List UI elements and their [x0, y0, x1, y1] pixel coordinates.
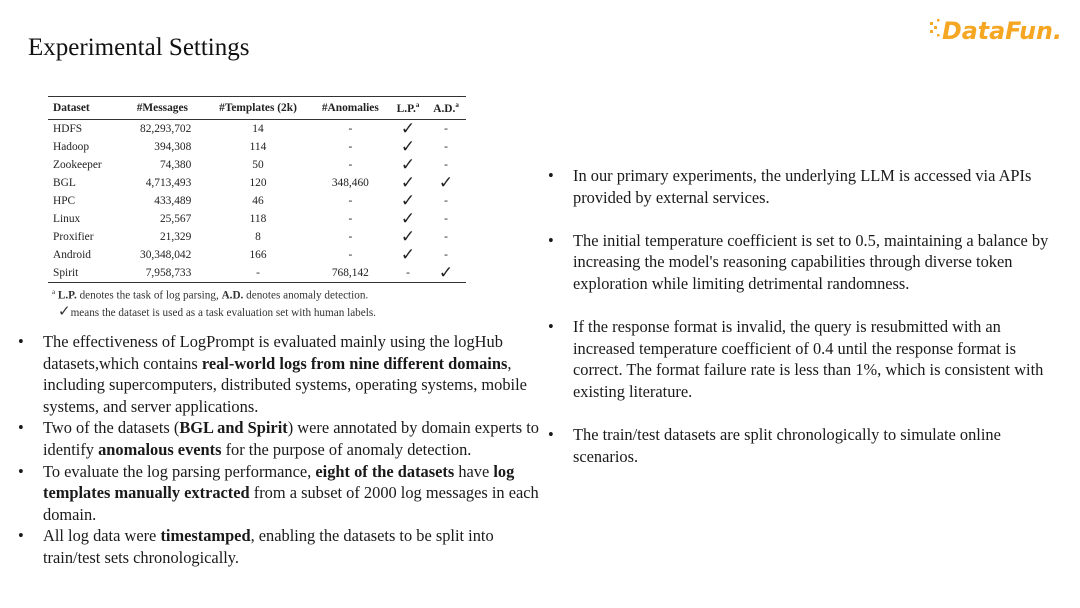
cell-anomalies: - — [348, 122, 353, 135]
cell-dataset: Zookeeper — [53, 158, 102, 171]
cell-anomaly-detection-checkmark-icon: ✓ — [438, 262, 454, 282]
cell-templates: 14 — [252, 122, 264, 135]
cell-messages: 82,293,702 — [140, 122, 192, 135]
cell-anomalies: 768,142 — [331, 266, 369, 279]
cell-log-parsing-checkmark-icon: ✓ — [400, 208, 416, 228]
table-footnotes — [48, 284, 466, 321]
cell-log-parsing-checkmark-icon: ✓ — [400, 154, 416, 174]
cell-log-parsing-checkmark-icon: ✓ — [400, 244, 416, 264]
cell-anomalies: - — [348, 212, 353, 225]
header-anomalies: #Anomalies — [321, 101, 379, 114]
bullet-text: from a subset of 2000 log messages in each domain. — [43, 483, 539, 524]
cell-templates: 50 — [252, 158, 264, 171]
cell-templates: 8 — [255, 230, 261, 243]
cell-log-parsing-checkmark-icon: ✓ — [400, 190, 416, 210]
list-item — [548, 165, 1063, 208]
cell-anomaly-detection: - — [444, 212, 448, 225]
table-row — [48, 138, 466, 156]
cell-messages: 21,329 — [159, 230, 192, 243]
cell-anomalies: 348,460 — [331, 176, 369, 189]
bullet-text: ) were annotated by domain experts to identify — [43, 418, 539, 459]
emphasis-text: real-world logs from nine different domains — [201, 353, 508, 373]
cell-templates: 120 — [249, 176, 267, 189]
table-body — [48, 119, 466, 282]
bullet-text: have — [454, 461, 494, 481]
bullet-text: All log data were — [43, 526, 161, 546]
emphasis-text: eight of the datasets — [315, 461, 455, 481]
logo-wordmark: DataFun. — [942, 17, 1062, 45]
cell-log-parsing-checkmark-icon: ✓ — [400, 118, 416, 138]
cell-messages: 25,567 — [159, 212, 192, 225]
cell-messages: 74,380 — [159, 158, 192, 171]
cell-anomaly-detection-checkmark-icon: ✓ — [438, 172, 454, 192]
bullet-text: The train/test datasets are split chronologically to simulate online scenarios. — [573, 425, 1001, 466]
cell-dataset: Proxifier — [53, 230, 94, 243]
cell-log-parsing-checkmark-icon: ✓ — [400, 172, 416, 192]
cell-anomalies: - — [348, 230, 353, 243]
cell-dataset: BGL — [53, 176, 76, 189]
header-footnote-mark: a — [455, 101, 459, 109]
cell-dataset: Android — [53, 248, 91, 261]
list-item — [18, 461, 548, 526]
cell-messages: 7,958,733 — [145, 266, 192, 279]
cell-messages: 433,489 — [154, 194, 192, 207]
cell-templates: - — [256, 266, 260, 279]
bullet-text: The initial temperature coefficient is set to 0.5, maintaining a balance by increasing the model's reasoning capabilities through diverse token exploration while limiting detrimental randomness. — [573, 230, 1049, 293]
list-item — [18, 331, 548, 417]
cell-dataset: Hadoop — [53, 140, 90, 153]
cell-templates: 114 — [249, 140, 267, 153]
list-item — [548, 316, 1063, 402]
left-bullet-list — [18, 331, 548, 569]
slide-title: Experimental Settings — [28, 34, 250, 61]
bullet-text: If the response format is invalid, the query is resubmitted with an increased temperature coefficient of 0.4 until the response format is correct. The format failure rate is less than 1%, which is consistent with existing literature. — [573, 317, 1044, 401]
cell-templates: 46 — [252, 194, 264, 207]
bullet-icon: • — [548, 317, 554, 337]
bullet-icon: • — [548, 230, 554, 250]
bullet-text: Two of the datasets ( — [43, 418, 180, 438]
emphasis-text: timestamped — [160, 526, 251, 546]
table-row — [48, 119, 466, 138]
bullet-icon: • — [18, 461, 24, 481]
cell-dataset: Linux — [53, 212, 81, 225]
dataset-table — [48, 96, 466, 283]
header-dataset: Dataset — [53, 101, 90, 114]
header-log-parsing: L.P.$^a$ — [396, 101, 420, 115]
cell-log-parsing: - — [406, 266, 410, 279]
table-row — [48, 264, 466, 283]
cell-anomaly-detection: - — [444, 248, 448, 261]
bullet-text: , enabling the datasets to be split into train/test sets chronologically. — [43, 526, 494, 567]
table-row — [48, 210, 466, 228]
table-row — [48, 228, 466, 246]
emphasis-text: BGL and Spirit — [179, 418, 288, 438]
right-bullet-list — [548, 165, 1063, 489]
header-templates: #Templates (2k) — [219, 101, 297, 114]
bullet-text: In our primary experiments, the underlying LLM is accessed via APIs provided by external services. — [573, 166, 1032, 207]
table-row — [48, 174, 466, 192]
cell-messages: 30,348,042 — [140, 248, 192, 261]
bullet-text: for the purpose of anomaly detection. — [221, 439, 472, 459]
bullet-icon: • — [548, 166, 554, 185]
table-row — [48, 192, 466, 210]
header-anomaly-detection: A.D.$^a$ — [433, 101, 459, 115]
bullet-icon: • — [18, 332, 24, 351]
footnote-task-abbrev: $^a$ L.P. denotes the task of log parsing, A.D. denotes anomaly detection. — [52, 287, 369, 302]
cell-anomalies: - — [348, 248, 353, 261]
footnote-checkmark: ✓means the dataset is used as a task evaluation set with human labels. — [58, 303, 376, 320]
datafun-logo — [928, 12, 1064, 46]
header-messages: #Messages — [136, 101, 188, 114]
cell-dataset: HDFS — [53, 122, 83, 135]
bullet-icon: • — [18, 526, 24, 546]
cell-log-parsing-checkmark-icon: ✓ — [400, 226, 416, 246]
dataset-table-container — [48, 96, 466, 321]
cell-anomaly-detection: - — [444, 140, 448, 153]
list-item — [18, 525, 548, 568]
emphasis-text: anomalous events — [98, 439, 222, 459]
cell-messages: 4,713,493 — [145, 176, 192, 189]
cell-anomalies: - — [348, 140, 353, 153]
cell-dataset: HPC — [53, 194, 76, 207]
checkmark-icon: ✓ — [58, 303, 71, 320]
bullet-text: , including supercomputers, distributed systems, operating systems, mobile systems, and server applications. — [43, 353, 527, 416]
list-item — [18, 417, 548, 460]
cell-log-parsing-checkmark-icon: ✓ — [400, 136, 416, 156]
cell-anomalies: - — [348, 158, 353, 171]
bullet-icon: • — [548, 425, 554, 445]
table-row — [48, 246, 466, 264]
cell-anomaly-detection: - — [444, 230, 448, 243]
table-row — [48, 156, 466, 174]
cell-anomaly-detection: - — [444, 194, 448, 207]
table-header-row — [48, 97, 466, 120]
list-item — [548, 424, 1063, 467]
emphasis-text: log templates manually extracted — [43, 461, 515, 503]
cell-templates: 118 — [249, 212, 267, 225]
cell-templates: 166 — [249, 248, 267, 261]
datafun-logo-graphic — [928, 12, 1064, 46]
cell-anomaly-detection: - — [444, 158, 448, 171]
cell-dataset: Spirit — [53, 266, 79, 279]
cell-anomaly-detection: - — [444, 122, 448, 135]
cell-anomalies: - — [348, 194, 353, 207]
header-footnote-mark: a — [415, 101, 420, 109]
bullet-icon: • — [18, 418, 24, 438]
list-item — [548, 230, 1063, 295]
bullet-text: To evaluate the log parsing performance, — [43, 461, 316, 481]
bullet-text: The effectiveness of LogPrompt is evaluated mainly using the logHub datasets,which contains — [43, 332, 503, 373]
cell-messages: 394,308 — [154, 140, 192, 153]
